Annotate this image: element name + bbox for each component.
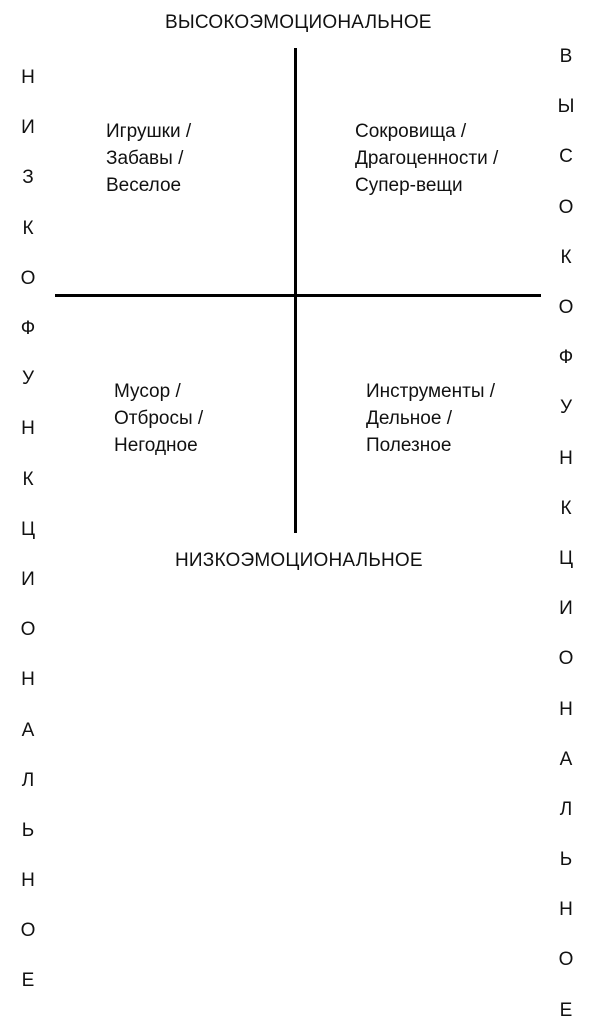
quadrant-line: Забавы /: [106, 148, 184, 169]
right-axis-letter: Ь: [559, 849, 573, 871]
right-axis-letter: И: [559, 598, 573, 620]
right-axis-letter: А: [559, 748, 573, 770]
left-axis-letter: Н: [21, 669, 35, 691]
right-axis-letter: О: [558, 648, 574, 670]
quadrant-line: Негодное: [114, 435, 198, 456]
right-axis-letter: К: [560, 246, 572, 268]
left-axis-letter: Ц: [20, 518, 36, 540]
right-axis-label: [556, 19, 576, 1023]
left-axis-letter: А: [21, 719, 35, 741]
right-axis-letter: У: [559, 397, 573, 419]
left-axis-letter: Н: [21, 418, 35, 440]
left-axis-letter: Е: [21, 970, 35, 992]
right-axis-letter: Н: [559, 698, 573, 720]
right-axis-letter: О: [558, 949, 574, 971]
left-axis-letter: Ь: [21, 819, 35, 841]
right-axis-letter: Н: [559, 447, 573, 469]
left-axis-letter: Ф: [20, 318, 36, 340]
vertical-axis-line: [294, 48, 297, 533]
quadrant-line: Дельное /: [366, 408, 452, 429]
right-axis-letter: Ф: [558, 347, 574, 369]
left-axis-letter: З: [22, 167, 34, 189]
top-right-quadrant-text: [355, 118, 498, 199]
left-axis-letter: Л: [21, 769, 35, 791]
top-left-quadrant-text: [106, 118, 191, 199]
right-axis-letter: Л: [559, 798, 573, 820]
top-axis-label: ВЫСОКОЭМОЦИОНАЛЬНОЕ: [165, 12, 432, 33]
quadrant-line: Веселое: [106, 175, 182, 196]
left-axis-letter: О: [20, 920, 36, 942]
left-axis-letter: О: [20, 267, 36, 289]
right-axis-letter: В: [559, 46, 573, 68]
quadrant-line: Игрушки /: [106, 121, 192, 142]
left-axis-letter: Н: [21, 67, 35, 89]
quadrant-line: Супер-вещи: [355, 175, 463, 196]
horizontal-axis-line: [55, 294, 541, 297]
left-axis-letter: У: [21, 368, 35, 390]
right-axis-letter: О: [558, 297, 574, 319]
right-axis-letter: Ы: [557, 96, 575, 118]
bottom-right-quadrant-text: [366, 378, 495, 459]
quadrant-line: Драгоценности /: [355, 148, 499, 169]
left-axis-letter: И: [21, 117, 35, 139]
left-axis-letter: О: [20, 619, 36, 641]
bottom-left-quadrant-text: [114, 378, 203, 459]
left-axis-label: [18, 40, 38, 994]
bottom-axis-label: НИЗКОЭМОЦИОНАЛЬНОЕ: [175, 550, 423, 571]
quadrant-line: Отбросы /: [114, 408, 204, 429]
right-axis-letter: С: [559, 146, 573, 168]
left-axis-letter: Н: [21, 870, 35, 892]
right-axis-letter: Ц: [558, 547, 574, 569]
quadrant-line: Мусор /: [114, 381, 181, 402]
right-axis-letter: Н: [559, 899, 573, 921]
right-axis-letter: Е: [559, 999, 573, 1021]
quadrant-line: Инструменты /: [366, 381, 496, 402]
left-axis-letter: И: [21, 568, 35, 590]
left-axis-letter: К: [22, 468, 34, 490]
quadrant-line: Полезное: [366, 435, 452, 456]
quadrant-line: Сокровища /: [355, 121, 467, 142]
right-axis-letter: О: [558, 196, 574, 218]
right-axis-letter: К: [560, 497, 572, 519]
left-axis-letter: К: [22, 217, 34, 239]
